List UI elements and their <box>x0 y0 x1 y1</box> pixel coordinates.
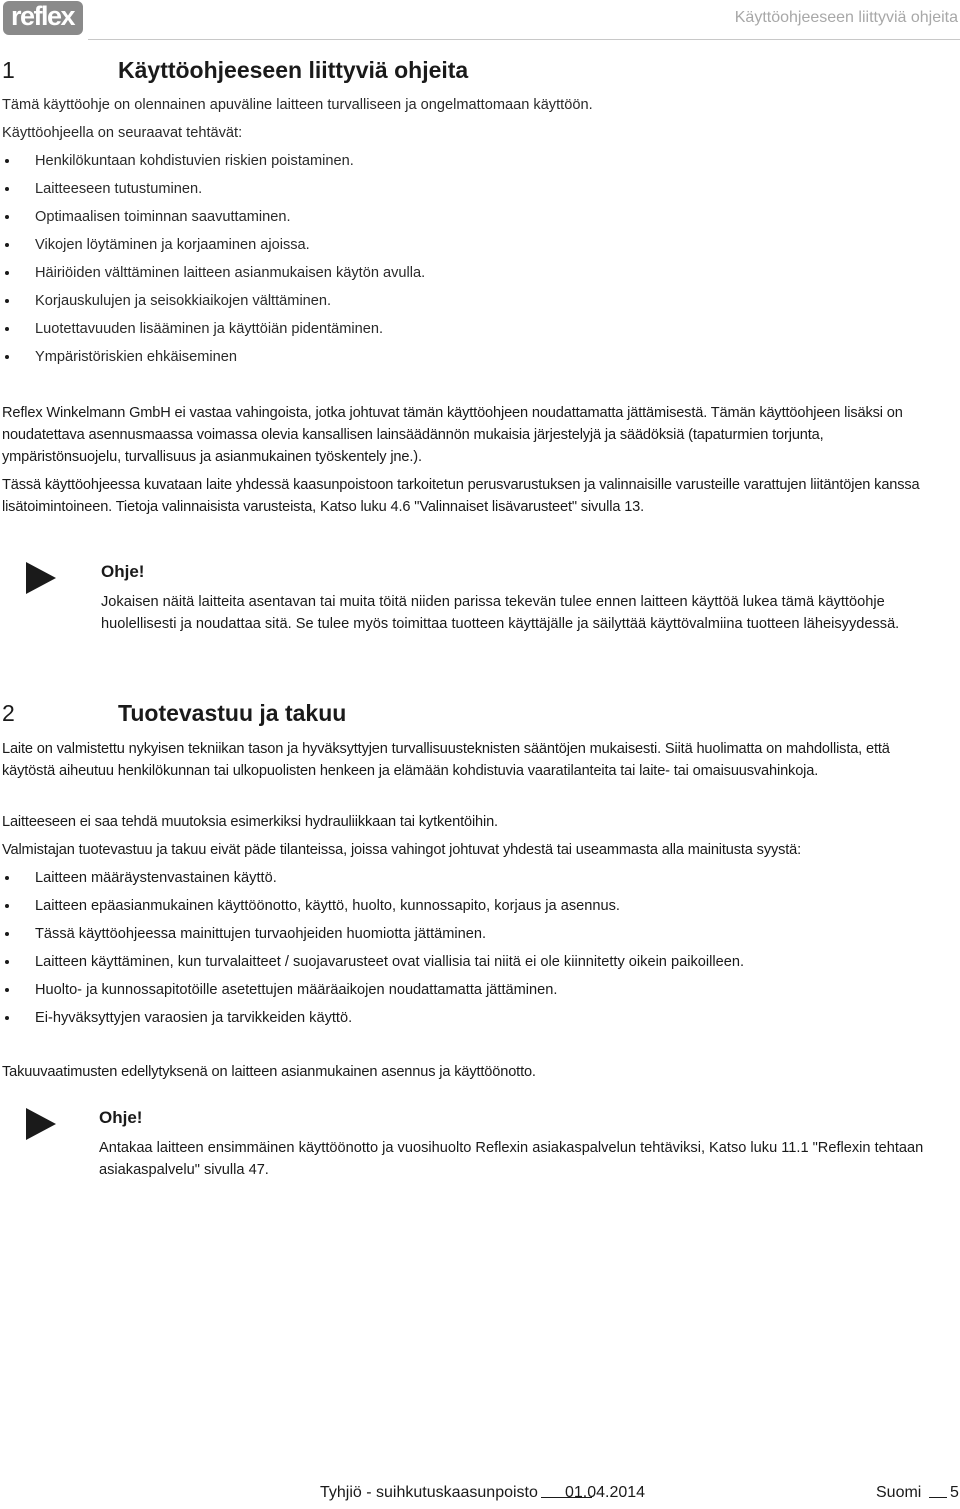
section-2-reason-list <box>2 867 744 1035</box>
list-item: Optimaalisen toiminnan saavuttaminen. <box>2 206 425 234</box>
footer-date: 01.04.2014 <box>565 1484 646 1501</box>
section-1-task-list <box>2 150 425 374</box>
list-item: Laitteeseen tutustuminen. <box>2 178 425 206</box>
note-1-text: Jokaisen näitä laitteita asentavan tai muita töitä niiden parissa tekevän tulee ennen laitteen käyttöä lukea tämä käyttöohje huolellisesti ja noudattaa sitä. Se tulee myös toimittaa tuotteen käyttäjälle ja säilyttää käyttövalmiina tuotteen läheisyydessä. <box>101 594 900 632</box>
list-item: Laitteen määräystenvastainen käyttö. <box>2 867 744 895</box>
bullet-icon <box>5 215 9 219</box>
section-2-paragraph-2: Laitteeseen ei saa tehdä muutoksia esimerkiksi hydrauliikkaan tai kytkentöihin. <box>2 814 498 830</box>
bullet-icon <box>5 355 9 359</box>
scope-paragraph: Tässä käyttöohjeessa kuvataan laite yhdessä kaasunpoistoon tarkoitetun perusvarustuksen ja valinnaisille varusteille varattujen liitäntöjen kanssa lisätoimintoineen. Tietoja valinnaisista varusteista, Katso luku 4.6 "Valinnaiset lisävarusteet" sivulla 13. <box>2 477 920 515</box>
list-item: Laitteen epäasianmukainen käyttöönotto, käyttö, huolto, kunnossapito, korjaus ja asennus. <box>2 895 744 923</box>
list-item: Vikojen löytäminen ja korjaaminen ajoissa. <box>2 234 425 262</box>
section-1-title: Käyttöohjeeseen liittyviä ohjeita <box>118 57 469 83</box>
running-header-title: Käyttöohjeeseen liittyviä ohjeita <box>734 9 958 26</box>
note-1-title: Ohje! <box>101 562 145 581</box>
note-arrow-icon <box>26 562 56 594</box>
list-item: Ei-hyväksyttyjen varaosien ja tarvikkeiden käyttö. <box>2 1007 744 1035</box>
bullet-icon <box>5 159 9 163</box>
section-2-paragraph-3: Valmistajan tuotevastuu ja takuu eivät päde tilanteissa, joissa vahingot johtuvat yhdestä tai useammasta alla mainitusta syystä: <box>2 842 802 858</box>
list-item: Henkilökuntaan kohdistuvien riskien poistaminen. <box>2 150 425 178</box>
bullet-icon <box>5 904 9 908</box>
list-item: Huolto- ja kunnossapitotöille asetettujen määräaikojen noudattamatta jättäminen. <box>2 979 744 1007</box>
section-2-number: 2 <box>2 700 15 726</box>
section-1-tasks-label: Käyttöohjeella on seuraavat tehtävät: <box>2 125 243 141</box>
bullet-icon <box>5 243 9 247</box>
bullet-icon <box>5 876 9 880</box>
list-item: Laitteen käyttäminen, kun turvalaitteet / suojavarusteet ovat viallisia tai niitä ei ole kiinnitetty oikein paikoilleen. <box>2 951 744 979</box>
list-item: Ympäristöriskien ehkäiseminen <box>2 346 425 374</box>
list-item: Häiriöiden välttäminen laitteen asianmukaisen käytön avulla. <box>2 262 425 290</box>
footer-language: Suomi <box>876 1484 922 1501</box>
footer-page-rule <box>929 1497 947 1498</box>
section-1-number: 1 <box>2 57 15 83</box>
list-item: Tässä käyttöohjeessa mainittujen turvaohjeiden huomiotta jättäminen. <box>2 923 744 951</box>
bullet-icon <box>5 299 9 303</box>
liability-paragraph: Reflex Winkelmann GmbH ei vastaa vahingoista, jotka johtuvat tämän käyttöohjeen noudattamatta jättämisestä. Tämän käyttöohjeen lisäksi on noudatettava asennusmaassa voimassa olevia kansallisen lainsäädännön mukaisia järjestelyjä ja säädöksiä (tapaturmien torjunta, ympäristönsuojelu, turvallisuus ja asianmukainen työskentely jne.). <box>2 405 903 465</box>
bullet-icon <box>5 988 9 992</box>
note-arrow-icon <box>26 1108 56 1140</box>
section-2-paragraph-4: Takuuvaatimusten edellytyksenä on laitteen asianmukainen asennus ja käyttöönotto. <box>2 1064 536 1080</box>
footer-doc-title: Tyhjiö - suihkutuskaasunpoisto <box>320 1484 538 1501</box>
bullet-icon <box>5 1016 9 1020</box>
reflex-logo <box>3 1 83 35</box>
logo-text: reflex <box>11 0 75 31</box>
note-2-text: Antakaa laitteen ensimmäinen käyttöönotto ja vuosihuolto Reflexin asiakaspalvelun tehtäviksi, Katso luku 11.1 "Reflexin tehtaan asiakaspalvelu" sivulla 47. <box>99 1140 924 1178</box>
note-2-title: Ohje! <box>99 1108 143 1127</box>
list-item: Korjauskulujen ja seisokkiaikojen välttäminen. <box>2 290 425 318</box>
section-2-paragraph-1: Laite on valmistettu nykyisen tekniikan tason ja hyväksyttyjen turvallisuusteknisten sääntöjen mukaisesti. Siitä huolimatta on mahdollista, että käytöstä aiheutuu henkilökunnan tai ulkopuolisten henkeen ja elämään kohdistuvia vaaratilanteita tai laite- tai omaisuusvahinkoja. <box>2 741 890 779</box>
section-1-heading <box>2 57 468 84</box>
header-divider <box>88 39 960 40</box>
section-1-intro: Tämä käyttöohje on olennainen apuväline laitteen turvalliseen ja ongelmattomaan käyttöön. <box>2 97 593 113</box>
bullet-icon <box>5 327 9 331</box>
bullet-icon <box>5 271 9 275</box>
bullet-icon <box>5 187 9 191</box>
footer-page-number: 5 <box>950 1484 959 1501</box>
section-2-heading <box>2 700 346 727</box>
section-2-title: Tuotevastuu ja takuu <box>118 700 347 726</box>
bullet-icon <box>5 932 9 936</box>
bullet-icon <box>5 960 9 964</box>
list-item: Luotettavuuden lisääminen ja käyttöiän pidentäminen. <box>2 318 425 346</box>
